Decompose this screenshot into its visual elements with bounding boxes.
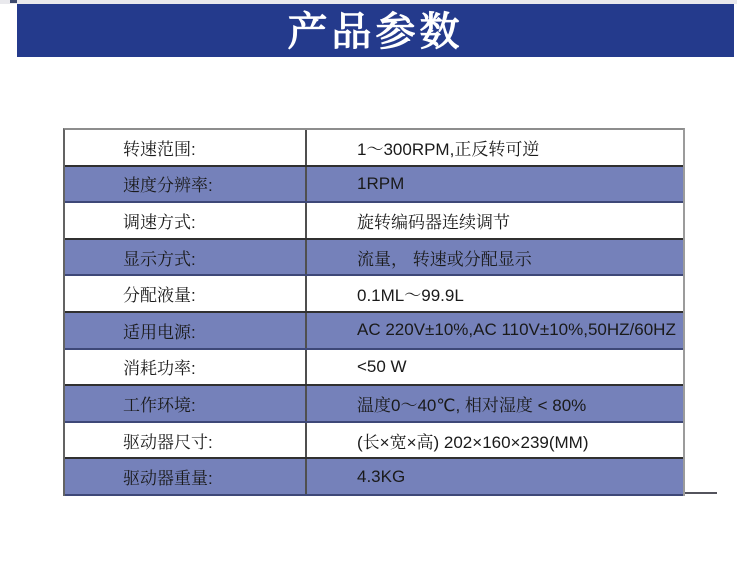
table-row xyxy=(65,313,683,350)
param-value: 0.1ML～99.9L xyxy=(357,286,464,306)
product-spec-table xyxy=(63,128,685,496)
param-value: 4.3KG xyxy=(357,466,406,486)
param-value: 温度0～40℃, 相对湿度 < 80% xyxy=(357,395,587,415)
param-label: 驱动器重量: xyxy=(65,459,307,494)
param-value: (长×宽×高) 202×160×239(MM) xyxy=(357,432,589,452)
param-value: 流量， 转速或分配显示 xyxy=(357,249,532,269)
top-edge-artifact xyxy=(10,0,17,3)
param-label: 工作环境: xyxy=(65,386,307,421)
param-label: 分配液量: xyxy=(65,276,307,311)
param-label: 显示方式: xyxy=(65,240,307,275)
param-value: 1RPM xyxy=(357,173,405,193)
page-title-banner xyxy=(17,4,734,57)
param-label: 速度分辨率: xyxy=(65,167,307,202)
param-value: AC 220V±10%,AC 110V±10%,50HZ/60HZ xyxy=(357,320,676,340)
table-row xyxy=(65,203,683,240)
table-row xyxy=(65,130,683,167)
table-bottom-line xyxy=(685,492,717,494)
param-label: 调速方式: xyxy=(65,203,307,238)
page-title: 产品参数 xyxy=(287,9,464,54)
table-row xyxy=(65,167,683,204)
table-row xyxy=(65,350,683,387)
param-label: 驱动器尺寸: xyxy=(65,423,307,458)
table-row xyxy=(65,276,683,313)
param-value: 1～300RPM,正反转可逆 xyxy=(357,139,540,159)
param-label: 适用电源: xyxy=(65,313,307,348)
table-row xyxy=(65,386,683,423)
param-label: 转速范围: xyxy=(65,130,307,165)
param-value: <50 W xyxy=(357,356,407,376)
table-row xyxy=(65,240,683,277)
table-row xyxy=(65,423,683,460)
param-label: 消耗功率: xyxy=(65,350,307,385)
param-value: 旋转编码器连续调节 xyxy=(357,212,510,232)
table-row xyxy=(65,459,683,496)
